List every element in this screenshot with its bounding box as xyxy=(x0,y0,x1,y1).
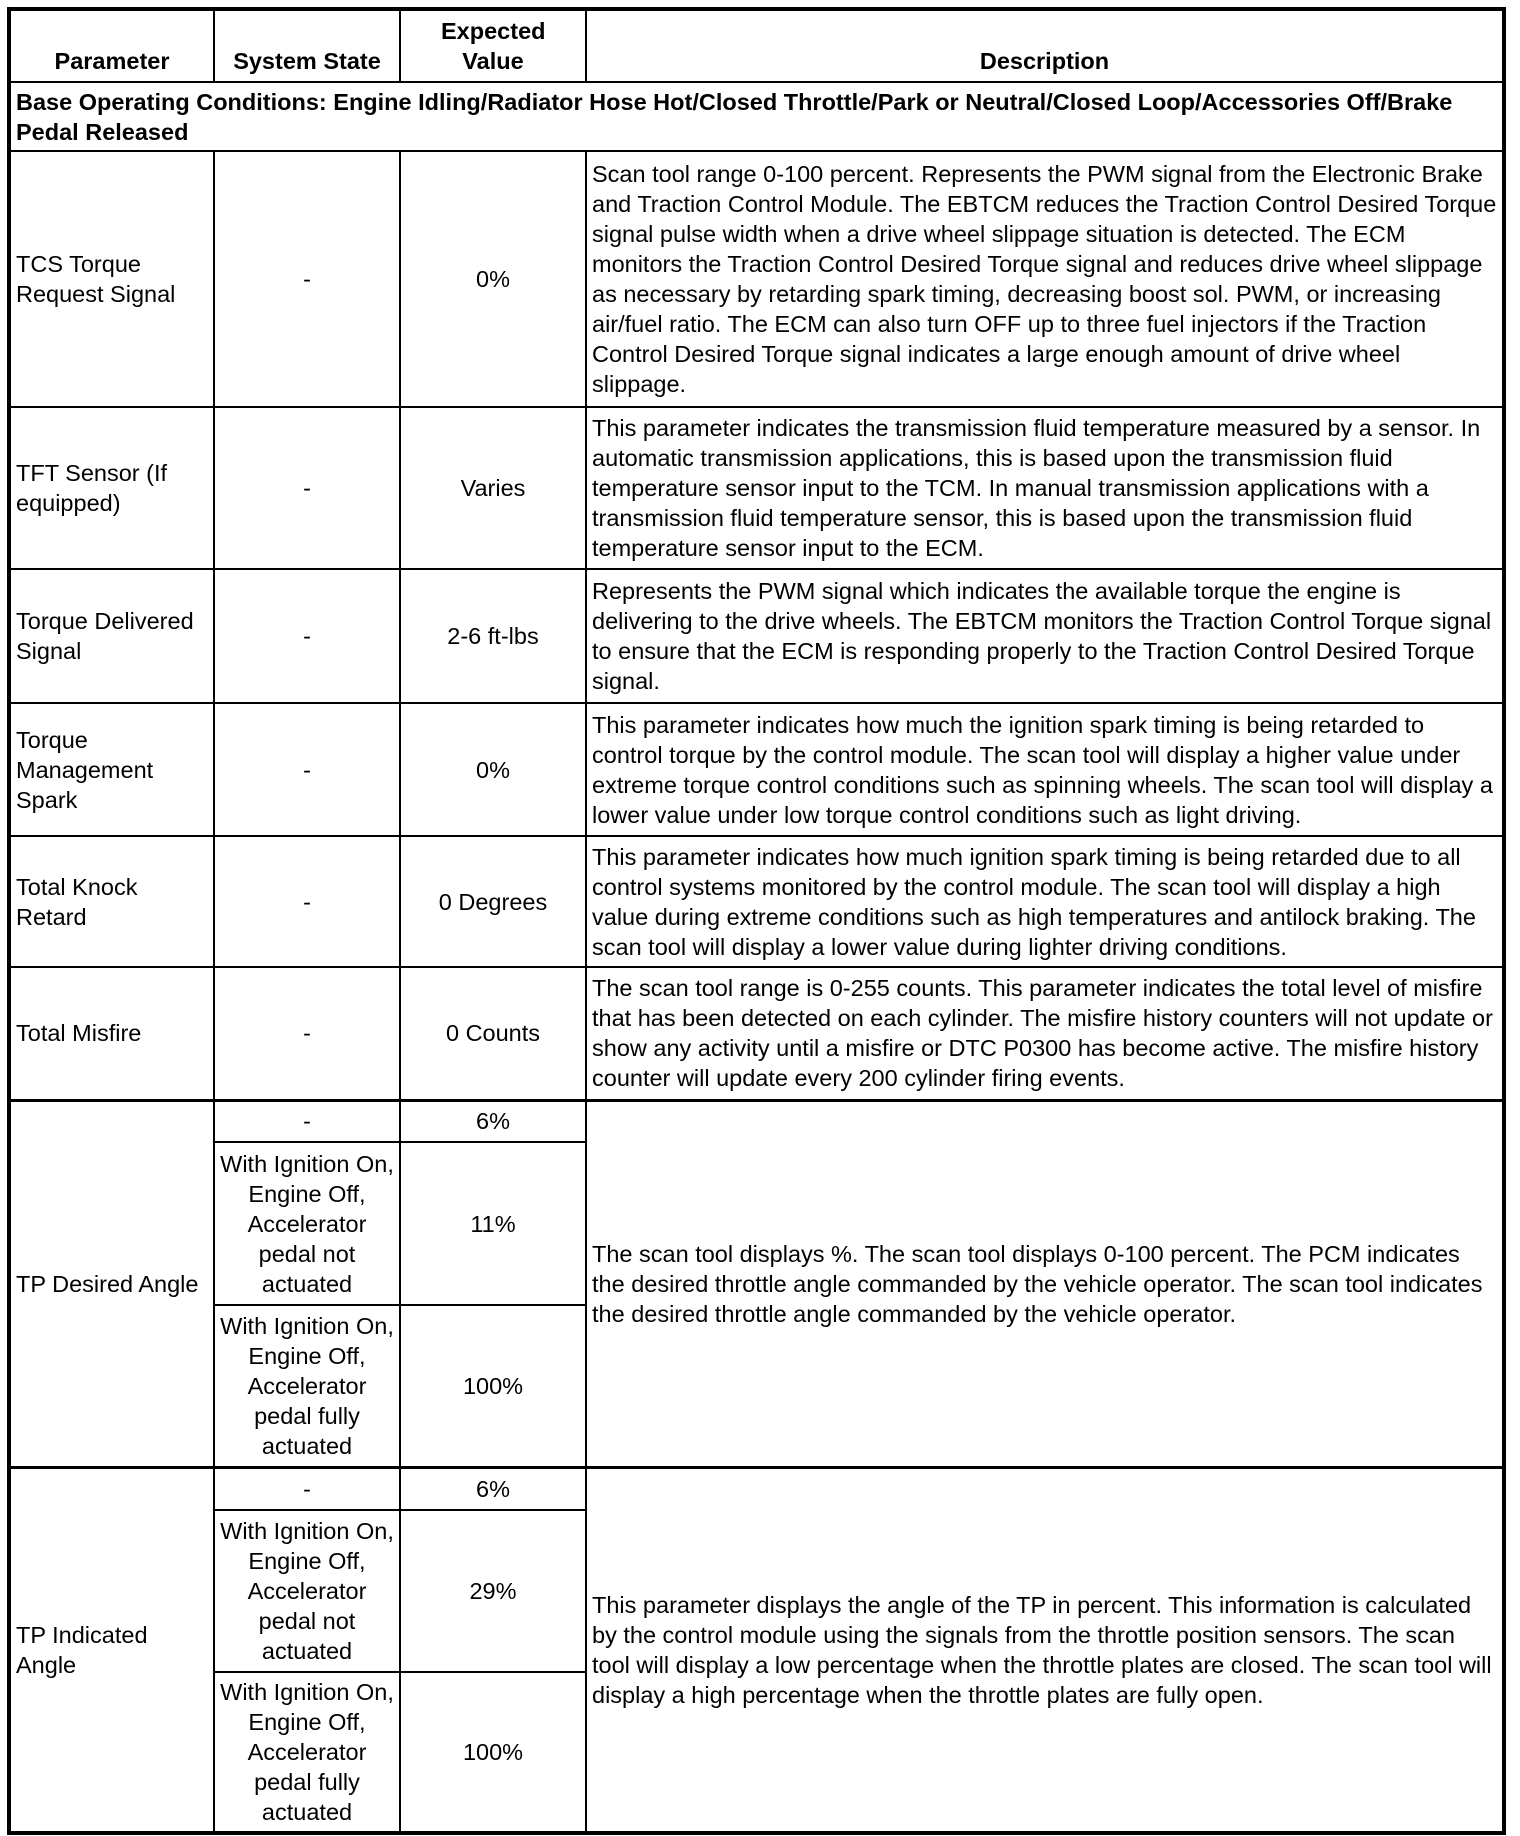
header-description: Description xyxy=(586,9,1504,82)
description-cell: This parameter indicates how much the ignition spark timing is being retarded to control torque by the control module. The scan tool will display a higher value under extreme torque control conditions such as spinning wheels. The scan tool will display a lower value under low torque control conditions such as light driving. xyxy=(586,703,1504,836)
table-row-tp-desired xyxy=(9,1100,1504,1142)
table-row xyxy=(9,703,1504,836)
table-row-tp-indicated xyxy=(9,1467,1504,1510)
parameter-cell: Torque Management Spark xyxy=(9,703,214,836)
header-system-state: System State xyxy=(214,9,400,82)
expected-value-cell: 0 Degrees xyxy=(400,836,586,967)
system-state-cell: - xyxy=(214,1467,400,1510)
expected-value-cell: 11% xyxy=(400,1142,586,1305)
system-state-cell: - xyxy=(214,407,400,569)
expected-value-cell: 0 Counts xyxy=(400,967,586,1100)
system-state-cell: - xyxy=(214,967,400,1100)
table-row xyxy=(9,967,1504,1100)
system-state-cell: - xyxy=(214,569,400,703)
parameter-cell: Torque Delivered Signal xyxy=(9,569,214,703)
expected-value-cell: 6% xyxy=(400,1100,586,1142)
expected-value-cell: Varies xyxy=(400,407,586,569)
system-state-cell: - xyxy=(214,836,400,967)
expected-value-cell: 0% xyxy=(400,151,586,407)
expected-value-cell: 2-6 ft-lbs xyxy=(400,569,586,703)
table-row xyxy=(9,151,1504,407)
parameter-cell: TP Indicated Angle xyxy=(9,1467,214,1833)
expected-value-cell: 29% xyxy=(400,1510,586,1672)
description-cell: The scan tool displays %. The scan tool displays 0-100 percent. The PCM indicates the desired throttle angle commanded by the vehicle operator. The scan tool indicates the desired throttle angle commanded by the vehicle operator. xyxy=(586,1100,1504,1467)
table-row xyxy=(9,836,1504,967)
system-state-cell: With Ignition On, Engine Off, Accelerator pedal fully actuated xyxy=(214,1305,400,1467)
expected-value-cell: 0% xyxy=(400,703,586,836)
system-state-cell: With Ignition On, Engine Off, Accelerator pedal fully actuated xyxy=(214,1672,400,1833)
document-page xyxy=(7,7,1506,1835)
parameter-cell: Total Knock Retard xyxy=(9,836,214,967)
system-state-cell: - xyxy=(214,151,400,407)
table-row xyxy=(9,407,1504,569)
parameter-cell: TCS Torque Request Signal xyxy=(9,151,214,407)
header-parameter: Parameter xyxy=(9,9,214,82)
scan-tool-data-table xyxy=(7,7,1506,1835)
system-state-cell: - xyxy=(214,703,400,836)
table-header-row xyxy=(9,9,1504,82)
description-cell: This parameter indicates the transmission fluid temperature measured by a sensor. In automatic transmission applications, this is based upon the transmission fluid temperature sensor input to the TCM. In manual transmission applications with a transmission fluid temperature sensor, this is based upon the transmission fluid temperature sensor input to the ECM. xyxy=(586,407,1504,569)
table-row xyxy=(9,569,1504,703)
parameter-cell: TP Desired Angle xyxy=(9,1100,214,1467)
description-cell: This parameter indicates how much ignition spark timing is being retarded due to all control systems monitored by the control module. The scan tool will display a high value during extreme conditions such as high temperatures and antilock braking. The scan tool will display a lower value during lighter driving conditions. xyxy=(586,836,1504,967)
expected-value-cell: 100% xyxy=(400,1672,586,1833)
parameter-cell: Total Misfire xyxy=(9,967,214,1100)
parameter-cell: TFT Sensor (If equipped) xyxy=(9,407,214,569)
header-expected-value: Expected Value xyxy=(400,9,586,82)
system-state-cell: - xyxy=(214,1100,400,1142)
description-cell: Scan tool range 0-100 percent. Represents the PWM signal from the Electronic Brake and Traction Control Module. The EBTCM reduces the Traction Control Desired Torque signal pulse width when a drive wheel slippage situation is detected. The ECM monitors the Traction Control Desired Torque signal and reduces drive wheel slippage as necessary by retarding spark timing, decreasing boost sol. PWM, or increasing air/fuel ratio. The ECM can also turn OFF up to three fuel injectors if the Traction Control Desired Torque signal indicates a large enough amount of drive wheel slippage. xyxy=(586,151,1504,407)
system-state-cell: With Ignition On, Engine Off, Accelerator pedal not actuated xyxy=(214,1142,400,1305)
system-state-cell: With Ignition On, Engine Off, Accelerator pedal not actuated xyxy=(214,1510,400,1672)
expected-value-cell: 6% xyxy=(400,1467,586,1510)
description-cell: This parameter displays the angle of the TP in percent. This information is calculated by the control module using the signals from the throttle position sensors. The scan tool will display a low percentage when the throttle plates are closed. The scan tool will display a high percentage when the throttle plates are fully open. xyxy=(586,1467,1504,1833)
base-conditions-row xyxy=(9,82,1504,151)
description-cell: The scan tool range is 0-255 counts. This parameter indicates the total level of misfire that has been detected on each cylinder. The misfire history counters will not update or show any activity until a misfire or DTC P0300 has become active. The misfire history counter will update every 200 cylinder firing events. xyxy=(586,967,1504,1100)
base-operating-conditions: Base Operating Conditions: Engine Idling/Radiator Hose Hot/Closed Throttle/Park or Neutral/Closed Loop/Accessories Off/Brake Pedal Released xyxy=(9,82,1504,151)
expected-value-cell: 100% xyxy=(400,1305,586,1467)
description-cell: Represents the PWM signal which indicates the available torque the engine is delivering to the drive wheels. The EBTCM monitors the Traction Control Torque signal to ensure that the ECM is responding properly to the Traction Control Desired Torque signal. xyxy=(586,569,1504,703)
